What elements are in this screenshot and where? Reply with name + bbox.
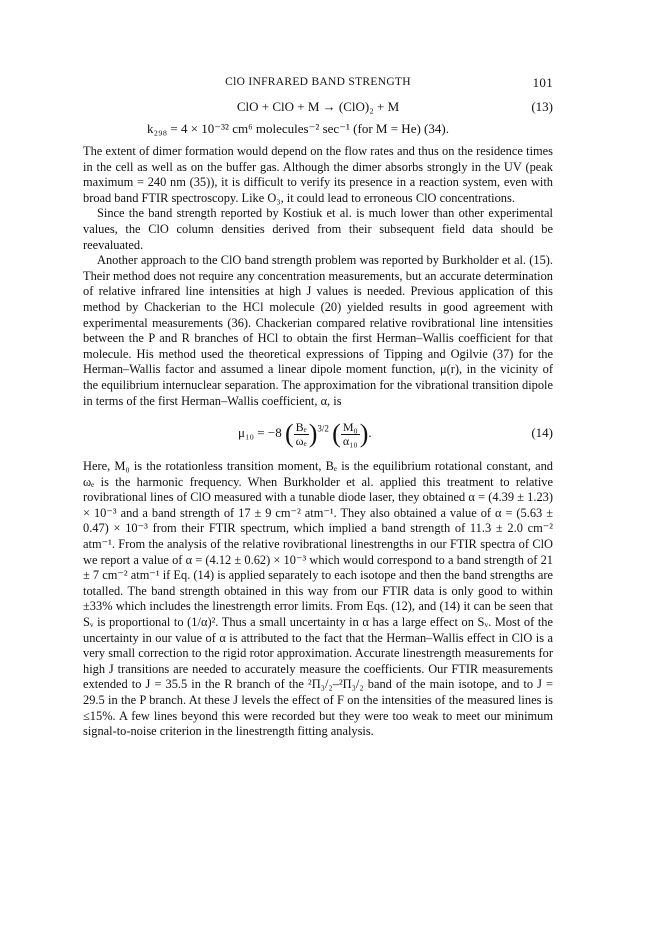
fraction-m0-alpha xyxy=(341,421,360,448)
running-header xyxy=(83,72,553,92)
fraction-we: ωₑ xyxy=(295,433,307,448)
paragraph-dimer: The extent of dimer formation would depend on the flow rates and thus on the residence times in the cell as well as on the buffer gas. Although the dimer absorbs strongly in the UV (peak maximum = 240 nm (35)), it is difficult to verify its presence in a reaction system, even with broad band FTIR spectroscopy. Like O₃, it could lead to erroneous ClO concentrations. xyxy=(83,144,553,205)
fraction-be: Bₑ xyxy=(295,419,307,434)
equation-14-number: (14) xyxy=(531,425,553,441)
fraction-alpha10: α₁₀ xyxy=(342,433,358,448)
running-title: ClO INFRARED BAND STRENGTH xyxy=(225,76,411,88)
equation-14-period: . xyxy=(368,425,372,441)
right-paren: ) xyxy=(308,419,318,449)
paragraph-results: Here, M₀ is the rotationless transition moment, Bₑ is the equilibrium rotational constant, and ωₑ is the harmonic frequency. When Burkholder et al. applied this treatment to relative rovibrational lines of ClO measured with a tunable diode laser, they obtained α = (4.39 ± 1.23) × 10⁻³ and a band strength of 17 ± 9 cm⁻² atm⁻¹. They also obtained a value of α = (5.63 ± 0.47) × 10⁻³ from their FTIR spectrum, which implied a band strength of 11.3 ± 2.0 cm⁻² atm⁻¹. From the analysis of the relative rovibrational linestrengths in our FTIR spectra of ClO we report a value of α = (4.12 ± 0.62) × 10⁻³ which would correspond to a band strength of 21 ± 7 cm⁻² atm⁻¹ if Eq. (14) is applied separately to each isotope and then the band strengths are totalled. The band strength obtained in this way from our FTIR data is only good to within ±33% which includes the linestrength error limits. From Eqs. (12), and (14) it can be seen that Sᵥ is proportional to (1/α)². Thus a small uncertainty in α has a large effect on Sᵥ. Most of the uncertainty in our value of α is attributed to the fact that the Herman–Wallis effect in ClO is a very small correction to the rigid rotor approximation. Accurate linestrength measurements for high J transitions are needed to accurately measure the coefficients. Our FTIR measurements extended to J = 35.5 in the R branch of the ²Π₃/₂–²Π₃/₂ band of the main isotope, and to J = 29.5 in the P branch. At these J levels the effect of F on the intensities of the measured lines is ≤15%. A few lines beyond this were recorded but they were too weak to meet our minimum signal-to-noise criterion in the linestrength fitting analysis. xyxy=(83,459,553,739)
equation-14-formula xyxy=(238,419,372,449)
paper-page xyxy=(83,72,553,740)
paragraph-kostiuk: Since the band strength reported by Kostiuk et al. is much lower than other experimental values, the ClO column densities derived from their subsequent field data should be reevaluated. xyxy=(83,206,553,252)
equation-13-number: (13) xyxy=(531,99,553,114)
equation-14-exponent: 3/2 xyxy=(317,423,329,434)
equation-13-rate-line xyxy=(83,118,553,140)
equation-13-reaction: ClO + ClO + M → (ClO)₂ + M xyxy=(236,99,400,114)
equation-14 xyxy=(83,411,553,457)
equation-13 xyxy=(83,96,553,118)
equation-14-lhs: μ₁₀ = −8 xyxy=(238,425,282,441)
fraction-be-we xyxy=(294,421,309,448)
equation-13-rate: k₂₉₈ = 4 × 10⁻³² cm⁶ molecules⁻² sec⁻¹ (for M = He) (34). xyxy=(147,121,449,136)
left-paren: ( xyxy=(284,419,294,449)
left-paren-2: ( xyxy=(332,419,341,449)
fraction-m0: M₀ xyxy=(342,419,358,434)
right-paren-2: ) xyxy=(359,419,369,449)
paragraph-burkholder: Another approach to the ClO band strength problem was reported by Burkholder et al. (15). Their method does not require any concentration measurements, but an accurate determination of relative infrared line intensities at high J values is needed. Previous application of this method by Chackerian to the HCl molecule (20) yielded results in good agreement with experimental measurements (36). Chackerian compared relative rovibrational line intensities between the P and R branches of HCl to obtain the first Herman–Wallis coefficient for that molecule. His method used the theoretical expressions of Tipping and Ogilvie (37) for the Herman–Wallis factor and assumed a linear dipole moment function, μ(r), in the vicinity of the equilibrium internuclear separation. The approximation for the vibrational transition dipole in terms of the first Herman–Wallis coefficient, α, is xyxy=(83,253,553,408)
page-number: 101 xyxy=(532,75,553,90)
